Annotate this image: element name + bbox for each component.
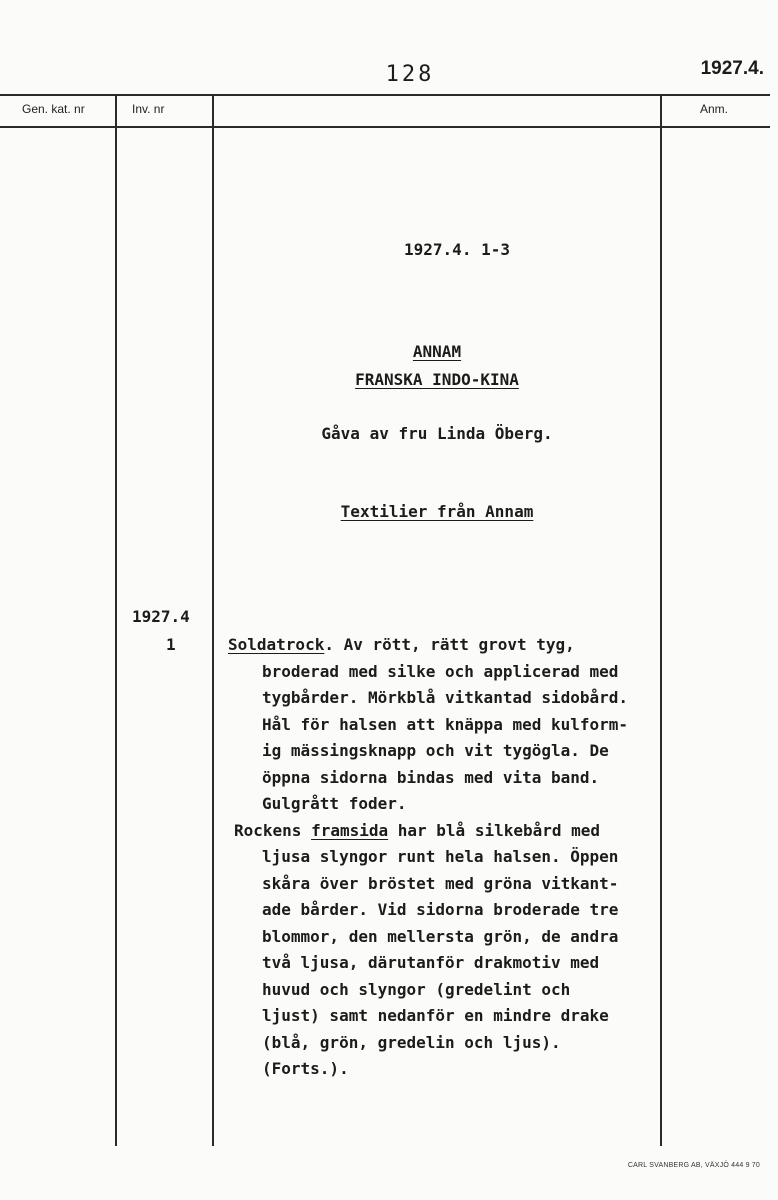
description-line: ljust) samt nedanför en mindre drake (262, 1006, 609, 1025)
catalog-number: 1927.4. (700, 58, 764, 79)
description-line: broderad med silke och applicerad med (262, 661, 619, 681)
description-line: öppna sidorna bindas med vita band. (262, 767, 600, 787)
description-line: Hål för halsen att knäppa med kulform- (262, 714, 629, 734)
description-line: två ljusa, därutanför drakmotiv med (262, 953, 600, 972)
description-line: skåra över bröstet med gröna vitkant- (262, 873, 619, 893)
description-line: ig mässingsknapp och vit tygögla. De (262, 741, 609, 760)
column-divider-1 (115, 94, 117, 1146)
page-number: 128 (385, 62, 435, 87)
item-title: Soldatrock (228, 635, 325, 654)
country-heading: FRANSKA INDO-KINA (355, 370, 519, 389)
description-line: blommor, den mellersta grön, de andra (262, 926, 619, 946)
region-heading: ANNAM (412, 342, 462, 361)
description-line: huvud och slyngor (gredelint och (262, 979, 571, 999)
description-line: (blå, grön, gredelin och ljus). (262, 1032, 561, 1052)
description-line: tygbårder. Mörkblå vitkantad sidobård. (262, 688, 629, 707)
donor-line: Gåva av fru Linda Öberg. (321, 424, 553, 443)
description-line: ade bårder. Vid sidorna broderade tre (262, 900, 619, 919)
column-header-gen-kat-nr: Gen. kat. nr (22, 102, 85, 116)
column-header-anm: Anm. (700, 102, 729, 116)
description-line: (Forts.). (262, 1059, 349, 1078)
item-description (228, 632, 658, 1083)
description-line: Soldatrock. Av rött, rätt grovt tyg, (228, 635, 575, 654)
number-range: 1927.4. 1-3 (404, 240, 510, 259)
inventory-item-number: 1 (166, 635, 176, 654)
front-word: framsida (311, 820, 389, 840)
inventory-year: 1927.4 (132, 607, 190, 626)
description-line: ljusa slyngor runt hela halsen. Öppen (262, 847, 619, 866)
section-title: Textilier från Annam (340, 502, 534, 521)
column-header-inv-nr: Inv. nr (132, 102, 165, 116)
description-line: Gulgrått foder. (262, 794, 407, 813)
printer-mark: CARL SVANBERG AB, VÄXJÖ 444 9 70 (627, 1162, 760, 1169)
column-divider-3 (660, 94, 662, 1146)
description-line: Rockens framsida har blå silkebård med (234, 820, 601, 840)
